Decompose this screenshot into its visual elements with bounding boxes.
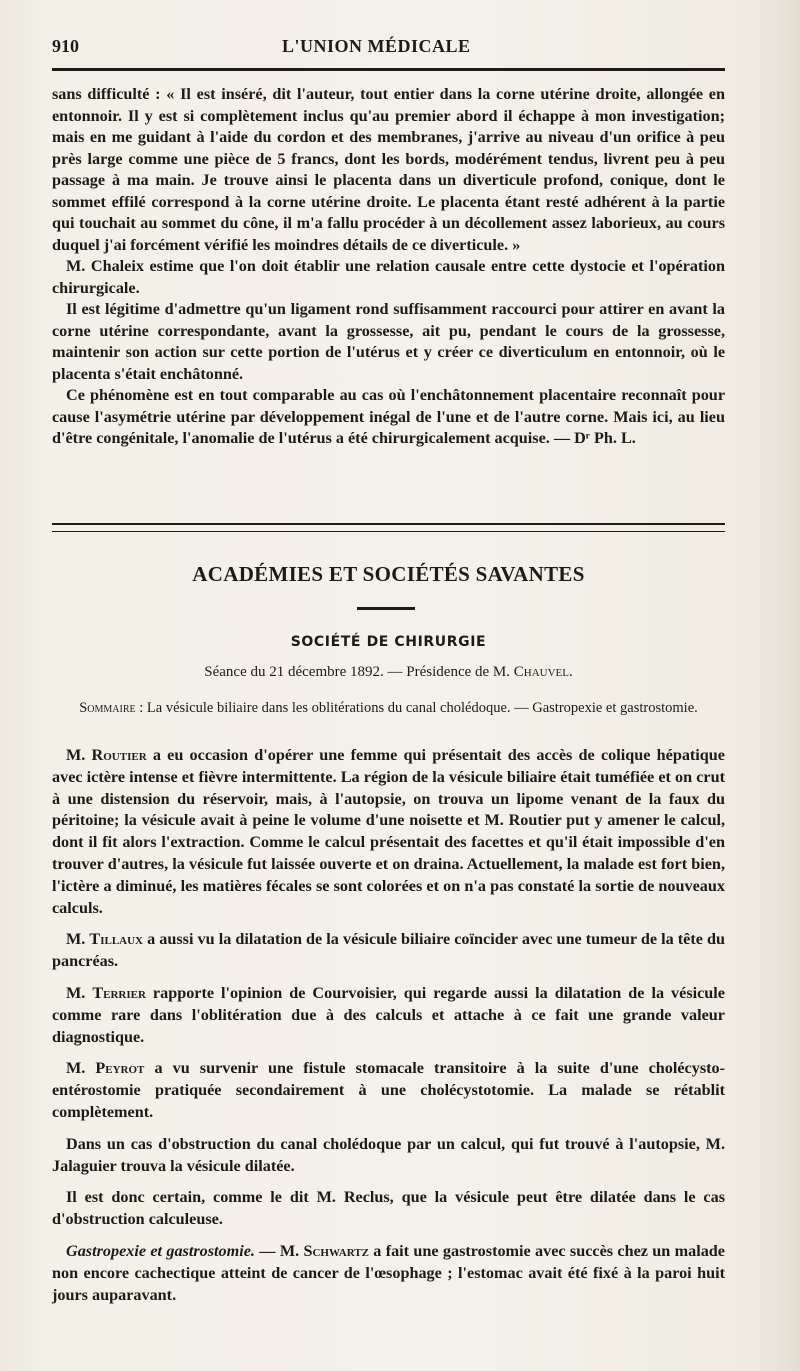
- speaker-name: Schwartz: [303, 1241, 369, 1260]
- session-line: [52, 664, 725, 681]
- summary-label: Sommaire: [79, 700, 136, 716]
- society-title: SOCIÉTÉ DE CHIRURGIE: [290, 634, 487, 650]
- header-rule: [52, 68, 725, 71]
- report-paragraph: [52, 745, 725, 919]
- session-summary: [62, 699, 715, 718]
- speaker-prefix: M.: [66, 983, 93, 1002]
- report-paragraph: [52, 929, 725, 973]
- article-paragraph: Il est légitime d'admettre qu'un ligament rond suffisamment raccourci pour attirer en avant la corne utérine correspondante, avant la grossesse, ait pu, pendant le cours de la grossesse, maintenir son action sur cette portion de l'utérus et y créer ce diverticulum en entonnoir, où le placenta s'était enchâtonné.: [52, 300, 725, 383]
- report-text: a vu survenir une fistule stomacale transitoire à la suite d'une cholécysto-entérostomie pratiquée secondairement à une cholécystotomie. La malade se rétablit complètement.: [52, 1059, 725, 1121]
- summary-text: : La vésicule biliaire dans les oblitérations du canal cholédoque. — Gastropexie et gastrostomie.: [135, 700, 698, 716]
- session-prefix: Séance du 21 décembre 1892. — Présidence de M.: [204, 664, 511, 680]
- page-header: [52, 34, 725, 64]
- report-paragraph: [52, 1058, 725, 1123]
- title-underline: [357, 607, 415, 610]
- report-text: Il est donc certain, comme le dit M. Reclus, que la vésicule peut être dilatée dans le cas d'obstruction calculeuse.: [52, 1188, 725, 1229]
- section-divider: [52, 523, 725, 532]
- report-paragraph: [52, 1241, 725, 1306]
- page-number: 910: [52, 36, 79, 56]
- article-paragraph: M. Chaleix estime que l'on doit établir une relation causale entre cette dystocie et l'opération chirurgicale.: [52, 257, 725, 297]
- article-paragraph: Ce phénomène est en tout comparable au cas où l'enchâtonnement placentaire reconnaît pour cause l'asymétrie utérine par développement inégal de l'une et de l'autre corne. Mais ici, au lieu d'être congénitale, l'anomalie de l'utérus a été chirurgicalement acquise. — Dʳ Ph. L.: [52, 386, 725, 447]
- report-paragraph: [52, 983, 725, 1048]
- report-text: rapporte l'opinion de Courvoisier, qui regarde aussi la dilatation de la vésicule comme rare dans l'oblitération due à des calculs et attache à ce fait une grande valeur diagnostique.: [52, 983, 725, 1046]
- session-suffix: .: [568, 664, 573, 680]
- report-text: Dans un cas d'obstruction du canal cholédoque par un calcul, qui fut trouvé à l'autopsie, M. Jalaguier trouva la vésicule dilatée.: [52, 1134, 725, 1175]
- report-paragraph: [52, 1134, 725, 1178]
- running-title: L'UNION MÉDICALE: [282, 36, 471, 56]
- speaker-prefix: M.: [66, 930, 90, 949]
- report-text: a aussi vu la dilatation de la vésicule biliaire coïncider avec une tumeur de la tête du pancréas.: [52, 930, 726, 971]
- report-text: a fait une gastrostomie avec succès chez un malade non encore cachectique atteint de cancer de l'œsophage ; l'estomac avait été fixé à la paroi huit jours auparavant.: [52, 1241, 725, 1304]
- speaker-name: Tillaux: [89, 930, 144, 949]
- top-article: [52, 84, 725, 450]
- session-president: Chauvel: [513, 664, 569, 680]
- speaker-name: Routier: [91, 746, 147, 764]
- speaker-name: Peyrot: [95, 1059, 145, 1078]
- section-title: ACADÉMIES ET SOCIÉTÉS SAVANTES: [192, 562, 585, 586]
- subsection-title: Gastropexie et gastrostomie.: [66, 1241, 255, 1260]
- speaker-prefix: M.: [66, 1059, 96, 1078]
- speaker-name: Terrier: [92, 983, 146, 1002]
- speaker-prefix: — M.: [254, 1241, 304, 1260]
- speaker-prefix: M.: [66, 746, 92, 764]
- article-paragraph: sans difficulté : « Il est inséré, dit l'auteur, tout entier dans la corne utérine droite, allongée en entonnoir. Il y est si complètement inclus qu'au premier abord il échappe à mon investigation; mais en me guidant à l'aide du cordon et des membranes, j'arrive au niveau d'un orifice à peu près large comme une pièce de 5 francs, dont les bords, modérément tendus, livrent peu à peu passage à ma main. Je trouve ainsi le placenta dans un diverticule profond, conique, dont le sommet effilé correspond à la corne utérine droite. Le placenta étant resté adhérent à la partie qui touchait au sommet du cône, il m'a fallu procéder à un décollement assez laborieux, au cours duquel j'ai forcément vérifié les moindres détails de ce diverticule. »: [52, 85, 725, 254]
- report-paragraph: [52, 1187, 725, 1231]
- report-text: a eu occasion d'opérer une femme qui présentait des accès de colique hépatique avec ictère intense et fièvre intermittente. La région de la vésicule biliaire était tuméfiée et on crut à une distension du réservoir, mais, à l'autopsie, on trouva un lipome venant de la faux du péritoine; la vésicule avait à peine le volume d'une noisette et M. Routier put y amener le calcul, dont il fit alors l'extraction. Comme le calcul présentait des facettes et qu'il était impossible d'en trouver d'autres, la vésicule fut laissée ouverte et on draina. Actuellement, la malade est fort bien, l'ictère a diminué, les matières fécales se sont colorées et on n'a pas constaté la sortie de nouveaux calculs.: [52, 746, 725, 917]
- society-report: [52, 745, 725, 1306]
